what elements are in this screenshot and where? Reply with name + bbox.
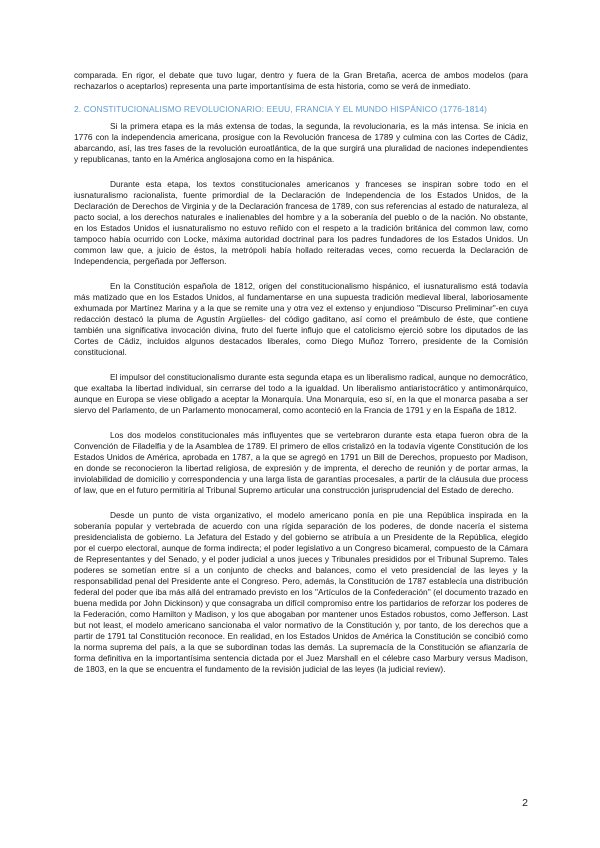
body-paragraph-1: Si la primera etapa es la más extensa de todas, la segunda, la revolucionaria, es la más intensa. Se inicia en 1776 con la independencia americana, prosigue con la Revolución francesa de 1789 y culmina con las Cortes de Cádiz, abarcando, así, las tres fases de la revolución euroatlántica, de la que surgirá una pluralidad de naciones independientes y republicanas, tanto en la América anglosajona como en la hispánica. — [74, 121, 528, 164]
page-number: 2 — [522, 797, 528, 809]
section-heading: 2. CONSTITUCIONALISMO REVOLUCIONARIO: EEUU, FRANCIA Y EL MUNDO HISPÁNICO (1776-1814) — [74, 104, 488, 114]
body-paragraph-3: En la Constitución española de 1812, origen del constitucionalismo hispánico, el iusnaturalismo está todavía más matizado que en los Estados Unidos, al fundamentarse en una supuesta tradición medieval liberal, laboriosamente exhumada por Martínez Marina y a la que se remite una y otra vez el extenso y enjundioso "Discurso Preliminar"-en cuya redacción destacó la pluma de Agustín Argüelles- del código gaditano, así como el preámbulo de éste, que contiene también una significativa invocación divina, fruto del fuerte influjo que el catolicismo ejerció sobre los diputados de las Cortes de Cádiz, incluidos algunos destacados liberales, como Diego Muñoz Torrero, presidente de la Comisión constitucional. — [74, 281, 528, 357]
document-page — [74, 70, 528, 675]
body-paragraph-4: El impulsor del constitucionalismo durante esta segunda etapa es un liberalismo radical, aunque no democrático, que exaltaba la libertad individual, sin cerrarse del todo a la igualdad. Un liberalismo antiaristocrático y antimonárquico, aunque en Europa se viese obligado a aceptar la Monarquía. Una Monarquía, eso sí, en la que el monarca pasaba a ser siervo del Parlamento, de un Parlamento monocameral, como aconteció en la Francia de 1791 y en la España de 1812. — [74, 372, 528, 415]
opening-paragraph: comparada. En rigor, el debate que tuvo lugar, dentro y fuera de la Gran Bretaña, acerca de ambos modelos (para rechazarlos o aceptarlos) representa una parte importantísima de esta historia, como se verá de inmediato. — [74, 70, 528, 91]
body-paragraph-2: Durante esta etapa, los textos constitucionales americanos y franceses se inspiran sobre todo en el iusnaturalismo racionalista, fuente primordial de la Declaración de Independencia de los Estados Unidos, de la Declaración de Derechos de Virginia y de la Declaración francesa de 1789, con sus referencias al estado de naturaleza, al pacto social, a los derechos naturales e inalienables del hombre y a la soberanía del pueblo o de la nación. No obstante, en los Estados Unidos el iusnaturalismo no estuvo reñido con el respeto a la tradición británica del common law, como tampoco había ocurrido con Locke, máxima autoridad doctrinal para los padres fundadores de los Estados Unidos. Un common law que, a juicio de éstos, la metrópoli había hollado reiteradas veces, como recuerda la Declaración de Independencia, pergeñada por Jefferson. — [74, 179, 528, 266]
body-paragraph-5: Los dos modelos constitucionales más influyentes que se vertebraron durante esta etapa fueron obra de la Convención de Filadelfia y de la Asamblea de 1789. El primero de ellos cristalizó en la todavía vigente Constitución de los Estados Unidos de América, aprobada en 1787, a la que se agregó en 1791 un Bill de Derechos, propuesto por Madison, en donde se reconocieron la libertad religiosa, de expresión y de imprenta, el derecho de reunión y de portar armas, la inviolabilidad de domicilio y correspondencia y una larga lista de garantías procesales, a partir de la cláusula due process of law, que en el futuro permitiría al Tribunal Supremo articular una construcción jurisprudencial del Estado de derecho. — [74, 430, 528, 495]
body-paragraph-6: Desde un punto de vista organizativo, el modelo americano ponía en pie una República inspirada en la soberanía popular y vertebrada de acuerdo con una rígida separación de los poderes, de donde nacería el sistema presidencialista de gobierno. La Jefatura del Estado y del gobierno se atribuía a un Presidente de la República, elegido por el cuerpo electoral, aunque de forma indirecta; el poder legislativo a un Congreso bicameral, compuesto de la Cámara de Representantes y del Senado, y el poder judicial a unos jueces y Tribunales presididos por el Tribunal Supremo. Tales poderes se sometían entre sí a un conjunto de checks and balances, como el veto presidencial de las leyes y la responsabilidad penal del Presidente ante el Congreso. Pero, además, la Constitución de 1787 establecía una distribución federal del poder que iba más allá del entramado previsto en los "Artículos de la Confederación" (el documento trazado en buena medida por John Dickinson) y que consagraba un difícil compromiso entre los partidarios de reforzar los poderes de la Federación, como Hamilton y Madison, y los que abogaban por mantener unos Estados robustos, como Jefferson. Last but not least, el modelo americano sancionaba el valor normativo de la Constitución y, por tanto, de los derechos que a partir de 1791 tal Constitución reconoce. En realidad, en los Estados Unidos de América la Constitución se concibió como la norma suprema del país, a la que se subordinan todas las demás. La supremacía de la Constitución se afianzaría de forma definitiva en la importantísima sentencia dictada por el Juez Marshall en el célebre caso Marbury versus Madison, de 1803, en la que se encuentra el fundamento de la revisión judicial de las leyes (la judicial review). — [74, 510, 528, 674]
